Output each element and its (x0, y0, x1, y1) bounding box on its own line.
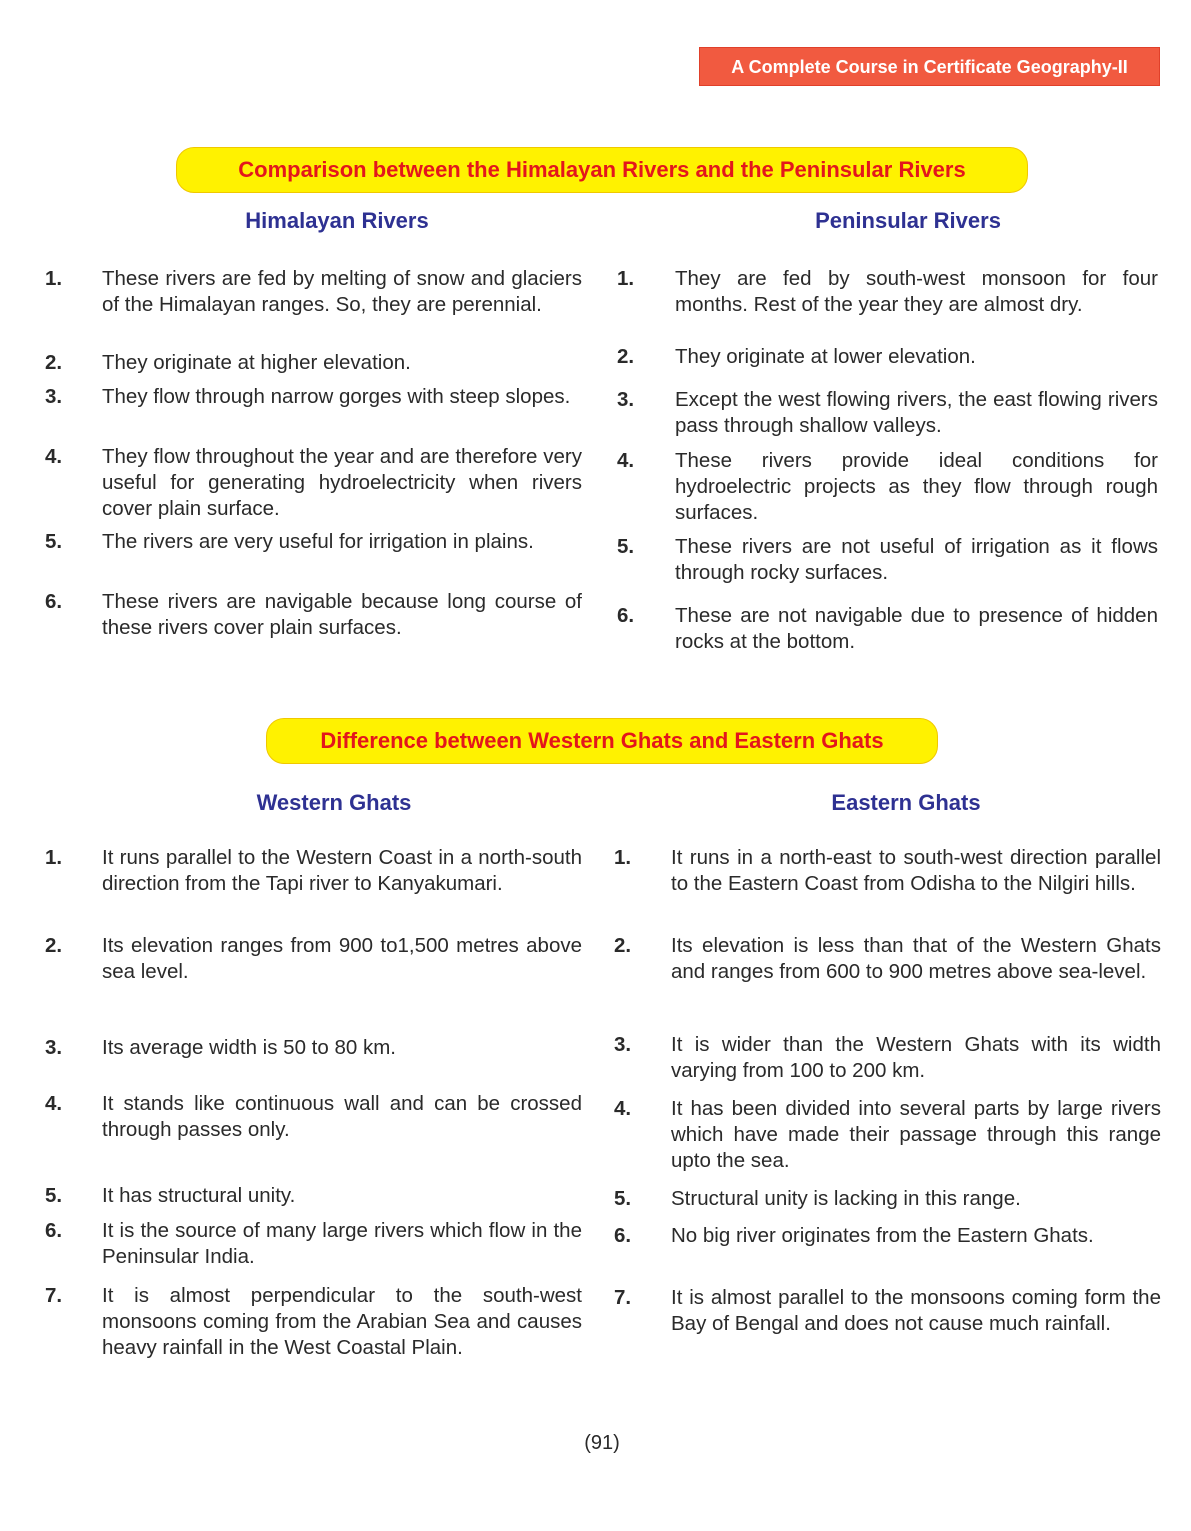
item-text: They originate at lower elevation. (675, 345, 976, 368)
heading-himalayan-rivers: Himalayan Rivers (245, 208, 429, 233)
item-text: These rivers are not useful of irrigation as it flows through rocky surfaces. (675, 535, 1158, 584)
item-number: 2. (614, 934, 632, 957)
book-title-tag: A Complete Course in Certificate Geography-II (699, 47, 1160, 86)
item-number: 1. (45, 267, 63, 290)
item-text: These rivers are navigable because long course of these rivers cover plain surfaces. (102, 590, 582, 639)
item-number: 1. (614, 846, 632, 869)
item-number: 6. (45, 590, 63, 613)
item-number: 6. (617, 604, 635, 627)
item-text: These rivers are fed by melting of snow and glaciers of the Himalayan ranges. So, they are perennial. (102, 267, 582, 316)
item-number: 5. (45, 1184, 63, 1207)
item-number: 1. (45, 846, 63, 869)
item-text: It has structural unity. (102, 1184, 296, 1207)
section-title-ghats: Difference between Western Ghats and Eastern Ghats (266, 718, 938, 764)
heading-peninsular-rivers: Peninsular Rivers (815, 208, 1001, 233)
item-number: 4. (614, 1097, 632, 1120)
item-text: It is the source of many large rivers which flow in the Peninsular India. (102, 1219, 582, 1268)
item-number: 3. (45, 1036, 63, 1059)
page-number: (91) (584, 1432, 620, 1454)
item-text: It is almost parallel to the monsoons coming form the Bay of Bengal and does not cause much rainfall. (671, 1286, 1161, 1335)
item-text: They originate at higher elevation. (102, 351, 411, 374)
item-number: 3. (614, 1033, 632, 1056)
item-text: They flow throughout the year and are therefore very useful for generating hydroelectricity when rivers cover plain surface. (102, 445, 582, 520)
item-text: It has been divided into several parts by large rivers which have made their passage through this range upto the sea. (671, 1097, 1161, 1172)
item-text: They are fed by south-west monsoon for four months. Rest of the year they are almost dry. (675, 267, 1158, 316)
item-text: Its elevation is less than that of the Western Ghats and ranges from 600 to 900 metres above sea-level. (671, 934, 1161, 983)
item-number: 5. (614, 1187, 632, 1210)
item-text: These are not navigable due to presence of hidden rocks at the bottom. (675, 604, 1158, 653)
heading-western-ghats: Western Ghats (256, 790, 412, 815)
item-number: 3. (45, 385, 63, 408)
item-text: Except the west flowing rivers, the east flowing rivers pass through shallow valleys. (675, 388, 1158, 437)
item-number: 6. (45, 1219, 63, 1242)
item-text: The rivers are very useful for irrigation in plains. (102, 530, 534, 553)
item-text: These rivers provide ideal conditions for hydroelectric projects as they flow through rough surfaces. (675, 449, 1158, 524)
item-number: 5. (617, 535, 635, 558)
item-text: Its average width is 50 to 80 km. (102, 1036, 396, 1059)
item-number: 7. (45, 1284, 63, 1307)
item-text: They flow through narrow gorges with steep slopes. (102, 385, 571, 408)
item-number: 4. (617, 449, 635, 472)
item-text: Structural unity is lacking in this range. (671, 1187, 1021, 1210)
item-number: 7. (614, 1286, 632, 1309)
heading-eastern-ghats: Eastern Ghats (831, 790, 981, 815)
item-number: 2. (45, 934, 63, 957)
item-number: 5. (45, 530, 63, 553)
item-number: 1. (617, 267, 635, 290)
item-number: 2. (45, 351, 63, 374)
item-text: It runs in a north-east to south-west direction parallel to the Eastern Coast from Odisha to the Nilgiri hills. (671, 846, 1161, 895)
item-text: It is wider than the Western Ghats with its width varying from 100 to 200 km. (671, 1033, 1161, 1082)
item-text: No big river originates from the Eastern Ghats. (671, 1224, 1094, 1247)
item-number: 6. (614, 1224, 632, 1247)
item-number: 4. (45, 445, 63, 468)
item-text: It is almost perpendicular to the south-west monsoons coming from the Arabian Sea and causes heavy rainfall in the West Coastal Plain. (102, 1284, 582, 1359)
item-number: 2. (617, 345, 635, 368)
item-text: Its elevation ranges from 900 to1,500 metres above sea level. (102, 934, 582, 983)
item-number: 4. (45, 1092, 63, 1115)
item-text: It stands like continuous wall and can be crossed through passes only. (102, 1092, 582, 1141)
section-title-rivers: Comparison between the Himalayan Rivers and the Peninsular Rivers (176, 147, 1028, 193)
item-text: It runs parallel to the Western Coast in a north-south direction from the Tapi river to Kanyakumari. (102, 846, 582, 895)
item-number: 3. (617, 388, 635, 411)
